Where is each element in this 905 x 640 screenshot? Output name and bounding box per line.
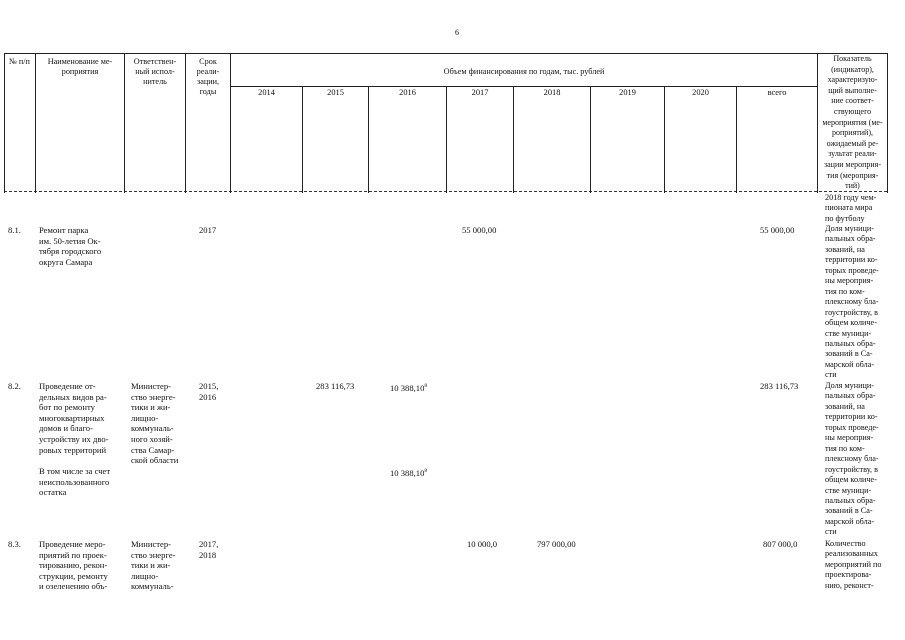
header-year-2015: 2015 [327, 88, 344, 97]
value-2016: 10 388,10$^8$ [390, 383, 428, 393]
header-term: Срок реали- зации, годы [196, 57, 220, 96]
row-term: 2017 [199, 225, 217, 235]
row-term: 2017, 2018 [199, 539, 219, 560]
header-total: всего [767, 88, 787, 97]
value-total: 807 000,0 [763, 539, 798, 549]
footnote-mark: 8 [424, 468, 428, 474]
header-year-2017: 2017 [471, 88, 489, 97]
row-name: Проведение от- дельных видов ра- бот по ремонту многоквартирных домов и благо- устройству их дво- ровых территорий [39, 381, 109, 455]
footnote-mark: 8 [424, 383, 428, 389]
carry-over-indicator: 2018 году чем- пионата мира по футболу [825, 193, 877, 223]
header-year-2018: 2018 [543, 88, 561, 97]
header-year-2020: 2020 [692, 88, 709, 97]
row-number: 8.3. [8, 539, 21, 549]
header-year-2014: 2014 [258, 88, 275, 97]
header-num: № п/п [9, 57, 30, 66]
header-year-2016: 2016 [399, 88, 416, 97]
value-2017: 55 000,00 [462, 225, 497, 235]
row-sub-name: В том числе за счет неиспользованного остатка [39, 466, 111, 498]
value-total: 55 000,00 [760, 225, 795, 235]
value-sub-2016: 10 388,10$^8$ [390, 468, 428, 478]
row-name: Ремонт парка им. 50-летия Ок- тября городского округа Самара [39, 225, 102, 267]
row-indicator: Количество реализованных мероприятий по проектирова- нию, реконст- [825, 539, 882, 590]
row-responsible: Министер- ство энерге- тики и жи- лищно- коммуналь- ного хозяй- ства Самар- ской области [131, 381, 179, 466]
value-2018: 797 000,00 [537, 539, 576, 549]
header-year-2019: 2019 [619, 88, 636, 97]
page-number: 6 [455, 28, 459, 37]
row-number: 8.1. [8, 225, 21, 235]
row-indicator: Доля муници- пальных обра- зований, на территории ко- торых проведе- ны мероприя- тия по ком- плексному бла- гоустройству, в общем количе- стве муници- пальных обра- зований в Са- марской обла- сти [825, 381, 879, 537]
row-term: 2015, 2016 [199, 381, 219, 402]
row-responsible: Министер- ство энерге- тики и жи- лищно- коммуналь- [131, 539, 176, 592]
header-responsible: Ответствен- ный испол- нитель [133, 57, 177, 86]
value-2017: 10 000,0 [467, 539, 498, 549]
header-financing: Объем финансирования по годам, тыс. рублей [443, 67, 605, 76]
row-number: 8.2. [8, 381, 21, 391]
value-2015: 283 116,73 [316, 381, 355, 391]
value-total: 283 116,73 [760, 381, 799, 391]
row-name: Проведение меро- приятий по проек- тированию, рекон- струкции, ремонту и озеленению объ- [39, 539, 108, 592]
row-indicator: Доля муници- пальных обра- зований, на территории ко- торых проведе- ны мероприя- тия по ком- плексному бла- гоустройству, в общем количе- стве муници- пальных обра- зований в Са- марской обла- сти [825, 224, 879, 380]
header-indicator: Показатель (индикатор), характеризую- щий выполне- ние соответ- ствующего мероприятия (ме- роприятий), ожидаемый ре- зультат реали- зации мероприя- тия (мероприя- тий) [822, 54, 883, 191]
header-name: Наименование ме- роприятия [47, 57, 113, 76]
